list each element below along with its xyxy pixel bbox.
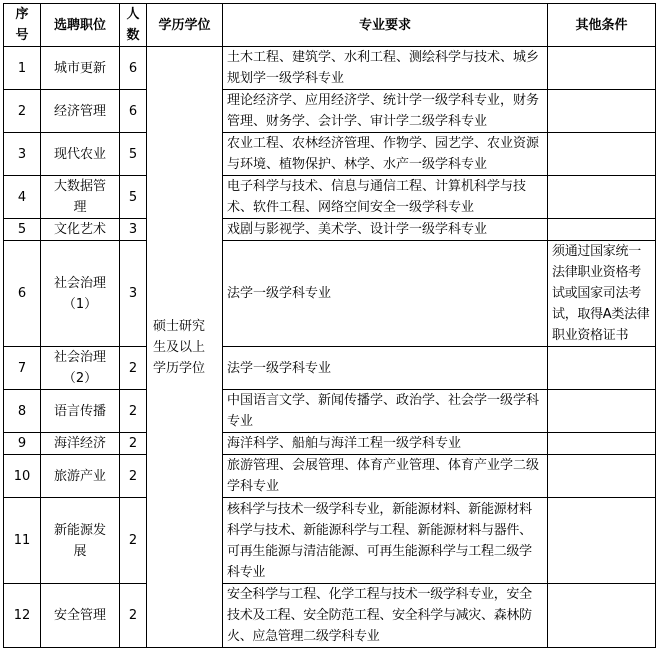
table-row (4, 584, 656, 648)
cell-major: 核科学与技术一级学科专业，新能源材料、新能源材料科学与技术、新能源科学与工程、新能源材料与器件、可再生能源与清洁能源、可再生能源科学与工程二级学科专业 (223, 498, 548, 584)
table-row (4, 433, 656, 455)
recruitment-table (3, 3, 656, 648)
header-position: 选聘职位 (41, 4, 120, 47)
cell-other (548, 176, 656, 219)
cell-other (548, 347, 656, 390)
cell-position: 现代农业 (41, 133, 120, 176)
cell-other (548, 584, 656, 648)
cell-other (548, 219, 656, 241)
cell-count: 2 (120, 455, 147, 498)
header-row (4, 4, 656, 47)
cell-other (548, 433, 656, 455)
cell-seq: 4 (4, 176, 41, 219)
cell-position: 文化艺术 (41, 219, 120, 241)
table-row (4, 133, 656, 176)
cell-position: 语言传播 (41, 390, 120, 433)
cell-major: 土木工程、建筑学、水利工程、测绘科学与技术、城乡规划学一级学科专业 (223, 47, 548, 90)
cell-position: 社会治理（1） (41, 241, 120, 347)
cell-seq: 8 (4, 390, 41, 433)
cell-position: 社会治理（2） (41, 347, 120, 390)
cell-count: 5 (120, 133, 147, 176)
table-row (4, 90, 656, 133)
cell-position: 安全管理 (41, 584, 120, 648)
cell-seq: 2 (4, 90, 41, 133)
cell-seq: 12 (4, 584, 41, 648)
header-degree: 学历学位 (147, 4, 223, 47)
cell-count: 3 (120, 241, 147, 347)
cell-position: 新能源发展 (41, 498, 120, 584)
cell-position: 旅游产业 (41, 455, 120, 498)
cell-major: 法学一级学科专业 (223, 347, 548, 390)
header-seq: 序号 (4, 4, 41, 47)
cell-seq: 11 (4, 498, 41, 584)
cell-other (548, 390, 656, 433)
cell-other: 须通过国家统一法律职业资格考试或国家司法考试，取得A类法律职业资格证书 (548, 241, 656, 347)
header-other: 其他条件 (548, 4, 656, 47)
cell-major: 农业工程、农林经济管理、作物学、园艺学、农业资源与环境、植物保护、林学、水产一级学科专业 (223, 133, 548, 176)
cell-count: 6 (120, 90, 147, 133)
cell-count: 3 (120, 219, 147, 241)
cell-degree: 硕士研究生及以上学历学位 (147, 47, 223, 648)
cell-position: 海洋经济 (41, 433, 120, 455)
cell-major: 电子科学与技术、信息与通信工程、计算机科学与技术、软件工程、网络空间安全一级学科专业 (223, 176, 548, 219)
table-row (4, 347, 656, 390)
cell-other (548, 90, 656, 133)
cell-seq: 5 (4, 219, 41, 241)
table-row (4, 455, 656, 498)
cell-count: 2 (120, 584, 147, 648)
table-row (4, 176, 656, 219)
cell-count: 2 (120, 498, 147, 584)
cell-major: 法学一级学科专业 (223, 241, 548, 347)
cell-seq: 3 (4, 133, 41, 176)
cell-seq: 7 (4, 347, 41, 390)
table-row (4, 390, 656, 433)
cell-count: 2 (120, 433, 147, 455)
table-row (4, 241, 656, 347)
cell-major: 戏剧与影视学、美术学、设计学一级学科专业 (223, 219, 548, 241)
cell-count: 2 (120, 347, 147, 390)
table-row (4, 219, 656, 241)
cell-major: 中国语言文学、新闻传播学、政治学、社会学一级学科专业 (223, 390, 548, 433)
table-row (4, 47, 656, 90)
cell-seq: 9 (4, 433, 41, 455)
cell-position: 经济管理 (41, 90, 120, 133)
cell-position: 城市更新 (41, 47, 120, 90)
cell-count: 6 (120, 47, 147, 90)
cell-other (548, 498, 656, 584)
cell-seq: 10 (4, 455, 41, 498)
cell-seq: 6 (4, 241, 41, 347)
cell-major: 海洋科学、船舶与海洋工程一级学科专业 (223, 433, 548, 455)
cell-count: 5 (120, 176, 147, 219)
cell-count: 2 (120, 390, 147, 433)
cell-other (548, 47, 656, 90)
table-row (4, 498, 656, 584)
cell-major: 旅游管理、会展管理、体育产业管理、体育产业学二级学科专业 (223, 455, 548, 498)
cell-seq: 1 (4, 47, 41, 90)
cell-other (548, 455, 656, 498)
cell-major: 安全科学与工程、化学工程与技术一级学科专业，安全技术及工程、安全防范工程、安全科学与减灾、森林防火、应急管理二级学科专业 (223, 584, 548, 648)
cell-major: 理论经济学、应用经济学、统计学一级学科专业，财务管理、财务学、会计学、审计学二级学科专业 (223, 90, 548, 133)
header-count: 人数 (120, 4, 147, 47)
cell-other (548, 133, 656, 176)
header-major: 专业要求 (223, 4, 548, 47)
cell-position: 大数据管理 (41, 176, 120, 219)
